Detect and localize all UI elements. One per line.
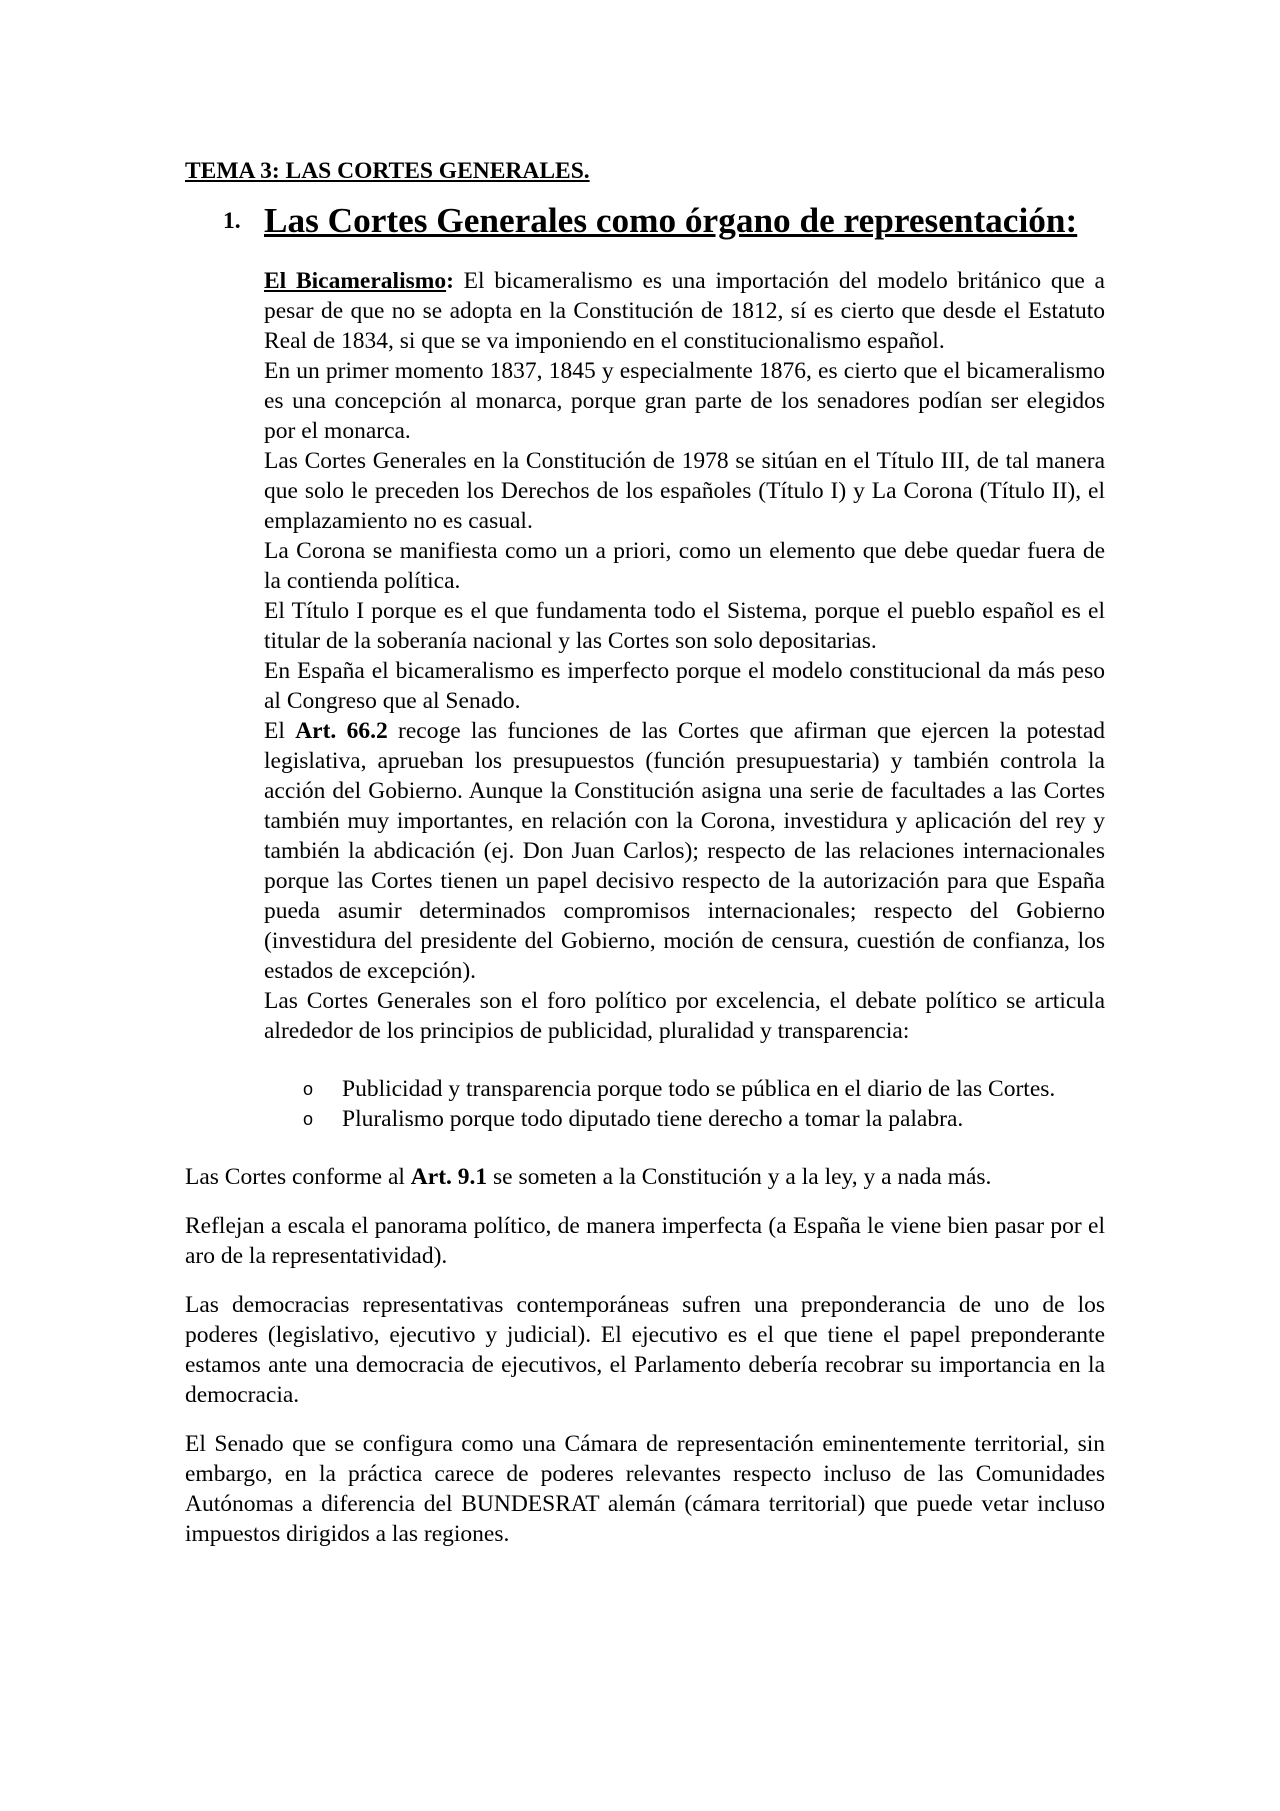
section-heading: Las Cortes Generales como órgano de representación:: [264, 201, 1078, 240]
paragraph-democracias: Las democracias representativas contemporáneas sufren una preponderancia de uno de los poderes (legislativo, ejecutivo y judicial). El ejecutivo es el que tiene el papel preponderante estamos ante una democracia de ejecutivos, el Parlamento debería recobrar su importancia en la democracia.: [185, 1292, 1105, 1408]
document-title: TEMA 3: LAS CORTES GENERALES.: [185, 158, 590, 184]
paragraph-text-post: recoge las funciones de las Cortes que afirman que ejercen la potestad legislativa, aprueban los presupuestos (función presupuestaria) y también controla la acción del Gobierno. Aunque la Constitución asigna una serie de facultades a las Cortes también muy importantes, en relación con la Corona, investidura y aplicación del rey y también la abdicación (ej. Don Juan Carlos); respecto de las relaciones internacionales porque las Cortes tienen un papel decisivo respecto de la autorización para que España pueda asumir determinados compromisos internacionales; respecto del Gobierno (investidura del presidente del Gobierno, moción de censura, cuestión de confianza, los estados de excepción).: [264, 718, 1105, 984]
list-item-text: Pluralismo porque todo diputado tiene derecho a tomar la palabra.: [342, 1106, 964, 1132]
article-reference: Art. 66.2: [295, 718, 388, 744]
paragraph-text: El bicameralismo es una importación del modelo británico que a pesar de que no se adopta en la Constitución de 1812, sí es cierto que desde el Estatuto Real de 1834, si que se va imponiendo en el constitucionalismo español.: [264, 268, 1105, 354]
paragraph-text-pre: El: [264, 718, 296, 744]
paragraph-text-post: se someten a la Constitución y a la ley, y a nada más.: [487, 1164, 992, 1190]
section-body: [264, 266, 1105, 1134]
lead-colon: :: [446, 268, 454, 294]
bullet-icon: o: [303, 1109, 314, 1129]
paragraph-senado: El Senado que se configura como una Cámara de representación eminentemente territorial, sin embargo, en la práctica carece de poderes relevantes respecto incluso de las Comunidades Autónomas a diferencia del BUNDESRAT alemán (cámara territorial) que puede vetar incluso impuestos dirigidos a las regiones.: [185, 1431, 1105, 1547]
principles-list: [264, 1074, 1105, 1134]
bullet-icon: o: [303, 1079, 314, 1099]
paragraph-bicameralismo: [264, 266, 1105, 356]
paragraph-constitucion-1978: Las Cortes Generales en la Constitución de 1978 se sitúan en el Título III, de tal manera que solo le preceden los Derechos de los españoles (Título I) y La Corona (Título II), el emplazamiento no es casual.: [264, 448, 1105, 534]
lead-term: El Bicameralismo: [264, 268, 447, 294]
section-1: [185, 201, 1105, 1134]
list-item: [303, 1074, 1105, 1104]
paragraph-foro-politico: Las Cortes Generales son el foro político por excelencia, el debate político se articula alrededor de los principios de publicidad, pluralidad y transparencia:: [264, 988, 1105, 1044]
paragraph-text-pre: Las Cortes conforme al: [185, 1164, 411, 1190]
article-reference: Art. 9.1: [410, 1164, 488, 1190]
paragraph-primer-momento: En un primer momento 1837, 1845 y especialmente 1876, es cierto que el bicameralismo es una concepción al monarca, porque gran parte de los senadores podían ser elegidos por el monarca.: [264, 358, 1105, 444]
paragraph-titulo-i: El Título I porque es el que fundamenta todo el Sistema, porque el pueblo español es el titular de la soberanía nacional y las Cortes son solo depositarias.: [264, 598, 1105, 654]
list-item: [303, 1104, 1105, 1134]
paragraph-art-9-1: [185, 1162, 1105, 1192]
paragraph-corona: La Corona se manifiesta como un a priori, como un elemento que debe quedar fuera de la contienda política.: [264, 538, 1105, 594]
paragraph-bicameralismo-imperfecto: En España el bicameralismo es imperfecto porque el modelo constitucional da más peso al Congreso que al Senado.: [264, 658, 1105, 714]
paragraph-art-66-2: [264, 716, 1105, 986]
paragraph-reflejan: Reflejan a escala el panorama político, de manera imperfecta (a España le viene bien pasar por el aro de la representatividad).: [185, 1213, 1105, 1269]
list-item-text: Publicidad y transparencia porque todo se pública en el diario de las Cortes.: [342, 1076, 1056, 1102]
section-number: 1.: [223, 208, 241, 234]
